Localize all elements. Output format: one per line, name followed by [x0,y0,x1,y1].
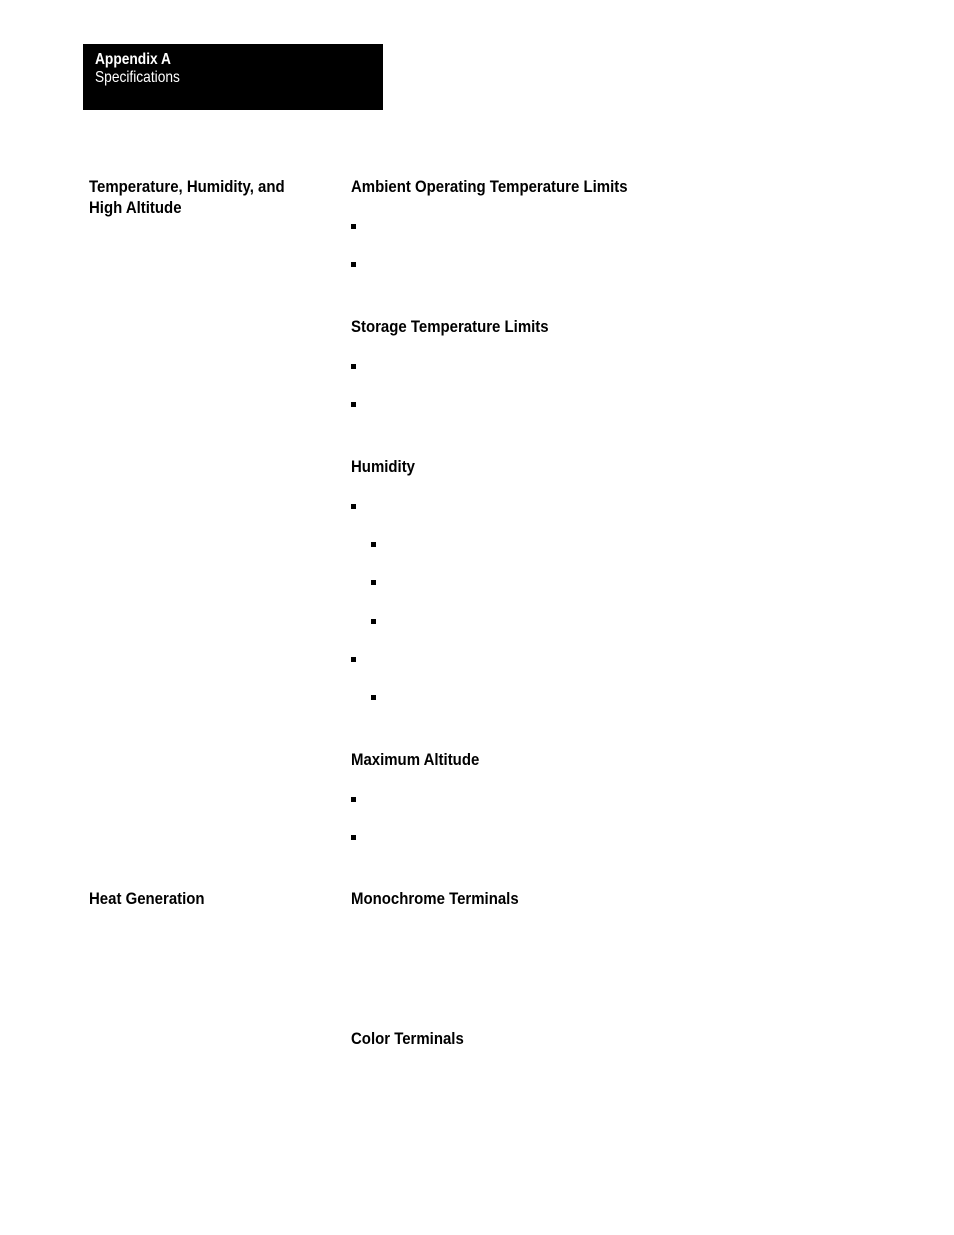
bullet-marker [351,835,356,840]
subheading-storage-temperature: Storage Temperature Limits [351,317,549,336]
bullet-marker [351,657,356,662]
subheading-ambient-operating-temperature: Ambient Operating Temperature Limits [351,177,628,196]
appendix-subtitle: Specifications [95,69,180,86]
subheading-maximum-altitude: Maximum Altitude [351,750,480,769]
appendix-title: Appendix A [95,51,171,68]
side-heading-temperature-humidity-altitude: Temperature, Humidity, and High Altitude [89,177,285,217]
subheading-monochrome-terminals: Monochrome Terminals [351,889,519,908]
side-heading-heat-generation: Heat Generation [89,889,205,908]
header-box [83,44,383,110]
sub-bullet-marker [371,695,376,700]
bullet-marker [351,364,356,369]
sub-bullet-marker [371,580,376,585]
bullet-marker [351,402,356,407]
bullet-marker [351,504,356,509]
subheading-color-terminals: Color Terminals [351,1029,464,1048]
sub-bullet-marker [371,542,376,547]
subheading-humidity: Humidity [351,457,416,476]
sub-bullet-marker [371,619,376,624]
bullet-marker [351,224,356,229]
bullet-marker [351,797,356,802]
bullet-marker [351,262,356,267]
